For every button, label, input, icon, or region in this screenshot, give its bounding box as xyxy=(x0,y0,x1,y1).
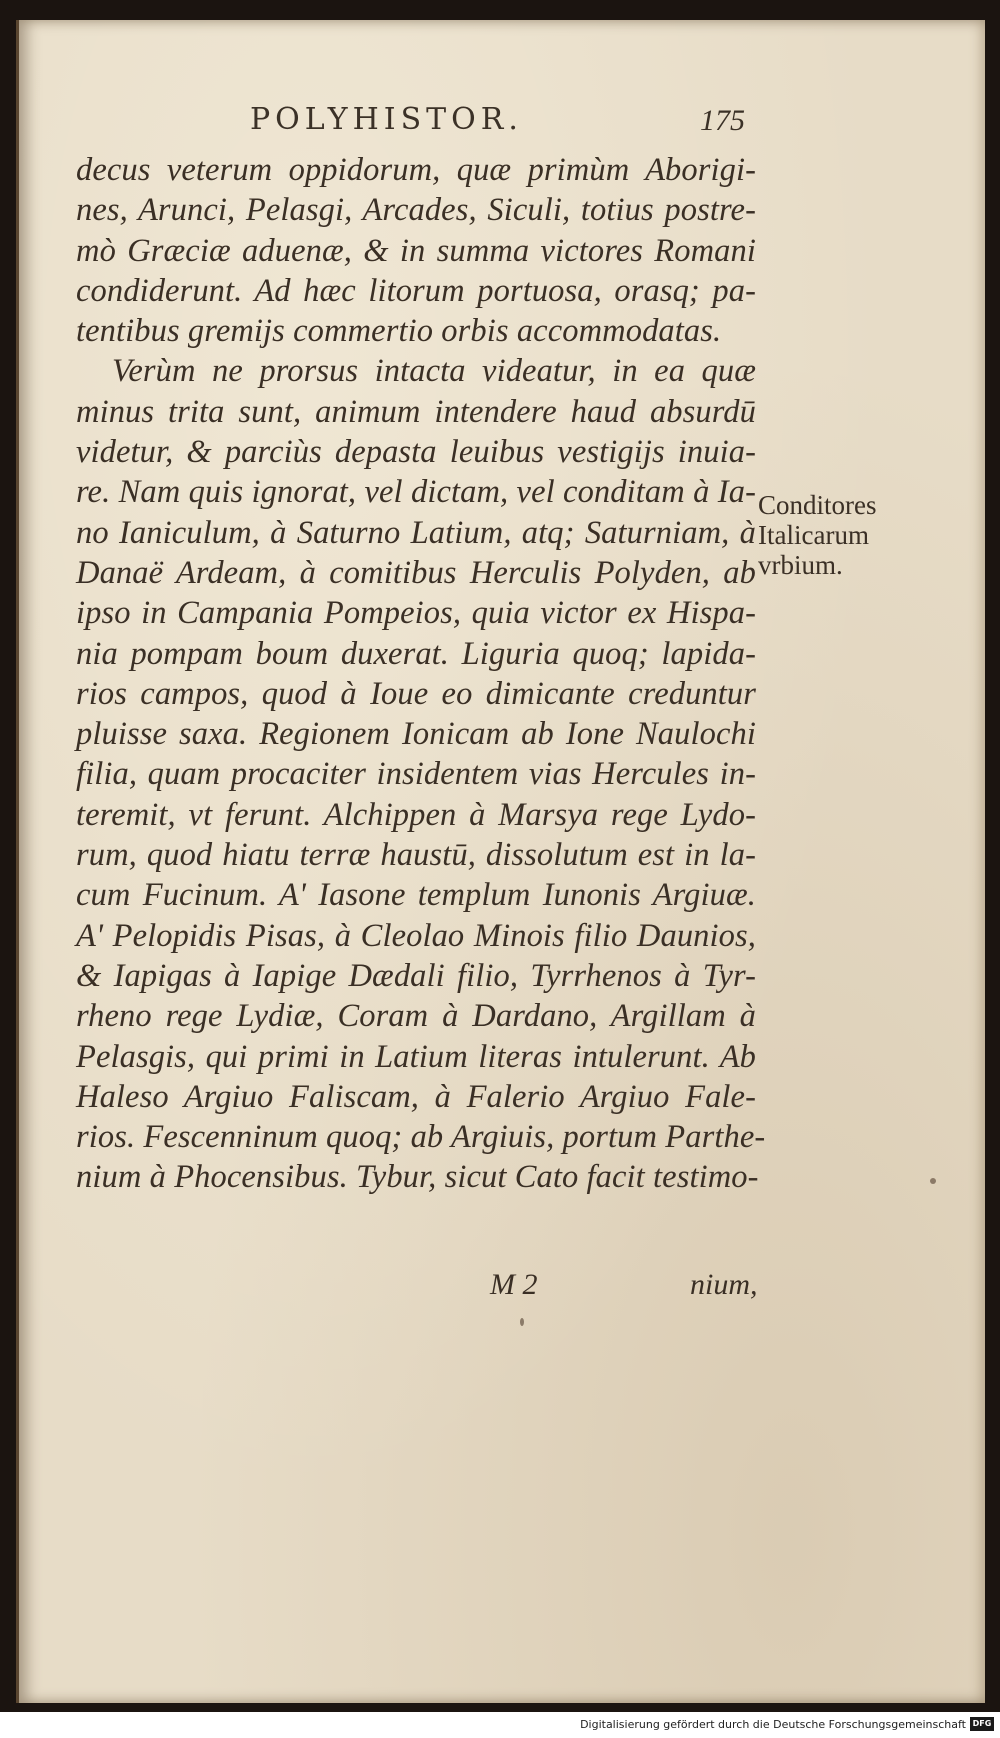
text-line: filia, quam procaciter insidentem vias Hercules in- xyxy=(76,756,756,793)
text-line: condiderunt. Ad hæc litorum portuosa, orasq; pa- xyxy=(76,272,756,309)
text-line: Verùm ne prorsus intacta videatur, in ea quæ xyxy=(112,353,756,390)
text-line: nes, Arunci, Pelasgi, Arcades, Siculi, totius postre- xyxy=(76,192,756,229)
text-line: mò Græciæ aduenæ, & in summa victores Romani xyxy=(76,232,756,269)
funding-credit: Digitalisierung gefördert durch die Deutsche Forschungsgemeinschaft xyxy=(580,1718,966,1731)
text-line: pluisse saxa. Regionem Ionicam ab Ione Naulochi xyxy=(76,716,756,753)
ink-spot xyxy=(520,1318,524,1326)
body-text xyxy=(76,150,766,1198)
text-line: Haleso Argiuo Faliscam, à Falerio Argiuo Fale- xyxy=(76,1078,756,1115)
text-line: videtur, & parciùs depasta leuibus vestigijs inuia- xyxy=(76,434,756,471)
running-head: POLYHISTOR. xyxy=(250,102,523,137)
marginal-note-line: Conditores xyxy=(758,490,877,520)
text-line: & Iapigas à Iapige Dædali filio, Tyrrhenos à Tyr- xyxy=(76,957,756,994)
text-line: no Ianiculum, à Saturno Latium, atq; Saturniam, à xyxy=(76,514,756,551)
text-line: rheno rege Lydiæ, Coram à Dardano, Argillam à xyxy=(76,998,756,1035)
text-line: rum, quod hiatu terræ haustū, dissolutum est in la- xyxy=(76,837,756,874)
text-line: A' Pelopidis Pisas, à Cleolao Minois filio Daunios, xyxy=(76,917,756,954)
text-line: nia pompam boum duxerat. Liguria quoq; lapida- xyxy=(76,635,756,672)
footer-bar xyxy=(0,1712,1000,1738)
text-line: rios. Fescenninum quoq; ab Argiuis, portum Parthe- xyxy=(76,1119,766,1156)
text-line: rios campos, quod à Ioue eo dimicante creduntur xyxy=(76,675,756,712)
page-number: 175 xyxy=(700,104,745,137)
catchword: nium, xyxy=(690,1268,758,1301)
text-line: re. Nam quis ignorat, vel dictam, vel conditam à Ia- xyxy=(76,474,756,511)
marginal-note-line: Italicarum xyxy=(758,520,869,550)
text-line: Danaë Ardeam, à comitibus Herculis Polyden, ab xyxy=(76,554,756,591)
text-line: teremit, vt ferunt. Alchippen à Marsya rege Lydo- xyxy=(76,796,756,833)
dfg-logo: DFG xyxy=(970,1717,994,1731)
marginal-note-line: vrbium. xyxy=(758,550,843,580)
text-line: decus veterum oppidorum, quæ primùm Aborigi- xyxy=(76,152,756,188)
text-line: cum Fucinum. A' Iasone templum Iunonis Argiuæ. xyxy=(76,877,756,914)
text-line: minus trita sunt, animum intendere haud absurdū xyxy=(76,393,756,430)
text-line: ipso in Campania Pompeios, quia victor ex Hispa- xyxy=(76,595,756,632)
text-line: tentibus gremijs commertio orbis accommodatas. xyxy=(76,313,722,350)
text-line: nium à Phocensibus. Tybur, sicut Cato facit testimo- xyxy=(76,1159,759,1196)
text-line: Pelasgis, qui primi in Latium literas intulerunt. Ab xyxy=(76,1038,756,1075)
signature-mark: M 2 xyxy=(490,1268,538,1301)
ink-spot xyxy=(930,1178,936,1184)
marginal-note xyxy=(758,490,898,580)
